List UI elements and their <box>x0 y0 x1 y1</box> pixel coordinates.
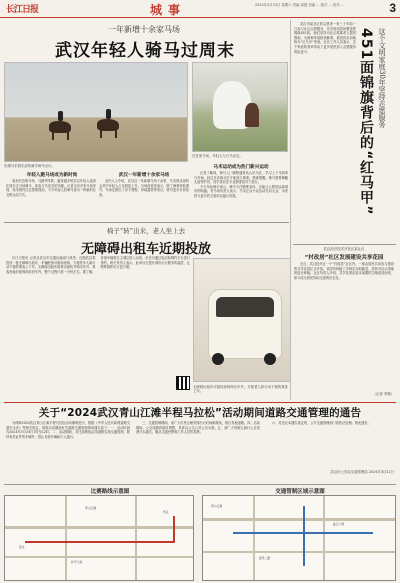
story1-column <box>6 179 96 225</box>
divider <box>4 484 396 485</box>
story1-headline[interactable]: 武汉年轻人骑马过周末 <box>55 41 235 61</box>
map-label: 临江大道 <box>333 522 345 526</box>
sidebar-vertical-headline[interactable]: 451面锦旗背后的“红马甲” <box>358 28 374 216</box>
road <box>5 556 194 558</box>
photo-right-caption: 在近郊马场，年轻人与白马亲近。 <box>192 154 243 158</box>
car-window-shape <box>216 297 274 317</box>
wheel-shape <box>264 353 276 365</box>
author: （记者 李娜） <box>372 392 394 396</box>
road <box>135 496 137 581</box>
paragraph: 为保障2024武汉青山江滩半程马拉松活动顺利进行，根据《中华人民共和国道路交通安全法》等相关规定，现将活动期间有关道路交通管理事项通告如下：一、活动时间为2024年3月24日7时至12时。二、活动期间，对比赛路线沿线道路实施交通管制，除持有效证件的车辆外，禁止其他车辆和行人通行。 <box>6 421 130 439</box>
horse-leg <box>67 131 69 140</box>
qr-code-icon[interactable] <box>176 376 190 390</box>
road <box>5 526 194 529</box>
road <box>323 496 325 581</box>
story1-kicker: 一年新增十余家马场 <box>108 25 180 34</box>
map-label: 青山江滩 <box>211 504 223 508</box>
page-number: 3 <box>389 1 396 15</box>
horse-leg <box>52 131 54 140</box>
red-rule <box>4 402 396 403</box>
notice-title[interactable]: 关于“2024武汉青山江滩半程马拉松”活动期间道路交通管理的通告 <box>38 407 362 419</box>
divider <box>4 222 289 223</box>
masthead <box>0 0 400 18</box>
story2-column <box>6 256 190 392</box>
paragraph: 六、对违反本通告规定的，公安交通管理部门将依法处理。特此通告。 <box>272 421 371 425</box>
paragraph: 武汉市某社区的志愿者一家三十年如一日参与社区志愿服务，先后收到居民赠送的锦旗451面。他们坚持为社区孤寡老人提供帮助，为困难家庭排忧解难，被居民亲切地称为“红马甲”家庭。社区工作人员表示，这个家庭的善举带动了更多居民加入志愿服务的队伍中。 <box>294 22 356 54</box>
white-horse-photo[interactable] <box>192 62 288 152</box>
subhead: 武汉一年新增十余家马场 <box>118 173 170 178</box>
divider <box>293 244 396 245</box>
dateline: 2024年3月23日 星期六 责编 周强 美编 … 版式 … 校对 … <box>255 3 345 7</box>
rider-shape <box>106 109 111 119</box>
road <box>203 551 396 553</box>
notice-column <box>6 421 130 479</box>
control-route <box>303 506 305 566</box>
horse-leg <box>100 129 102 138</box>
paragraph: 周末的近郊马场，马蹄声阵阵。越来越多的武汉年轻人选择在周末去马场骑马，体验与马亲近的乐趣。记者走访多家马场发现，周末预约往往需要提前，不少年轻人将骑马视为一种新的社交和运动方式。 <box>6 179 96 197</box>
story1-column <box>99 179 189 225</box>
race-route <box>173 516 175 543</box>
taxi-photo[interactable] <box>193 258 291 382</box>
horse-leg <box>115 129 117 138</box>
sidebar-sub-column <box>294 262 394 390</box>
paragraph: 记者了解到，骑马入门课程通常从认识马匹、学习上下马和牵马开始，经过多次练习后才能独立骑乘。教练提醒，骑马需要佩戴头盔等护具，初学者应在专业教练指导下进行。 <box>194 171 288 185</box>
sidebar-sub-kicker: 武汉经济技术开发区某社区 <box>323 247 365 251</box>
horse-riding-photo[interactable] <box>4 62 188 162</box>
paragraph: 长江日报讯 记者从武汉市交通运输部门获悉，近期武汉将投放一批无障碍出租车，车辆配备可旋转座椅，方便老年人和行动不便的乘客上下车。无障碍出租车座椅可旋转并伸出车外，乘客坐稳后座椅再收回车内，整个过程只需一分钟左右。据了解，首批车辆将在主城区投入运营，市民可通过电话和网约平台进行预约。相关负责人表示，此举旨在提升城市出行服务的温度，让特殊群体出行更方便。 <box>6 256 190 274</box>
road <box>65 496 67 581</box>
map-label: 青山江滩 <box>85 506 97 510</box>
story2-headline[interactable]: 无障碍出租车近期投放 <box>80 242 211 257</box>
road <box>203 518 396 521</box>
paragraph: 近日，武汉经开区一个“村改居”社区内，一座由居民共同参与建设的共享花园正式开放。花园内种植了多种花卉和蔬菜，居民可以认领地块进行种植。社区负责人介绍，共享花园由原本闲置的空地改造而来，如今成为居民休闲交流的好去处。 <box>294 262 394 280</box>
map-label: 建设二路 <box>259 556 271 560</box>
subhead: 马术运动成为热门新兴运动 <box>213 165 269 170</box>
map-label: 起点 <box>19 545 25 549</box>
notice-column <box>266 421 394 467</box>
sidebar-column <box>294 22 356 232</box>
section-title: 城事 <box>150 3 187 17</box>
race-route <box>25 541 175 543</box>
paragraph: 业内人士介绍，武汉近一年新增马场十余家，马术俱乐部的会员中年轻人占比明显上升。马场经营者表示，除了骑乘体验课外，马场还推出了亲子课程、草地露营等项目，吸引更多市民前来。 <box>99 179 189 197</box>
sidebar-sub-title[interactable]: “村改居”社区发展建设共享花园 <box>304 255 384 261</box>
map1-title: 比赛路线示意图 <box>90 489 130 495</box>
notice-column <box>136 421 260 479</box>
map-label: 终点 <box>163 510 169 514</box>
paragraph: 不少年轻骑手表示，骑马不仅锻炼身体，还能让人暂时远离城市的喧嚣。有马场负责人表示，马术正从小众运动走向大众，未来将与更多的文旅项目融合发展。 <box>194 184 288 198</box>
route-map[interactable] <box>4 495 194 581</box>
car-caption: 无障碍出租车可旋转座椅伸出车外，方便老人和行动不便的乘客上车。 <box>193 385 288 394</box>
photo-caption: 东湖马术俱乐部的骑手骑马出行。 <box>4 164 55 168</box>
newspaper-logo: 长江日报 <box>6 5 39 15</box>
sidebar-vertical-subhead: 这个文明家庭30年坚持志愿服务 <box>378 28 386 128</box>
map2-title: 交通管制区域示意图 <box>275 489 325 495</box>
wheel-shape <box>212 353 224 365</box>
story2-kicker: 椅子“转”出来，老人坐上去 <box>106 227 186 235</box>
person-shape <box>245 103 259 127</box>
notice-signature: 武汉市公安局交通管理局 2024年3月22日 <box>330 470 394 474</box>
control-area-map[interactable] <box>202 495 396 581</box>
map-label: 和平大道 <box>71 560 83 564</box>
paragraph: 三、交通管制期间，请广大市民合理安排出行时间和路线，绕行其他道路。四、活动期间，公交线路将临时调整，具体以公交公司公告为准。五、请广大驾驶人和行人自觉遵守本通告，服从交通民警和工作人员的指挥。 <box>136 421 260 435</box>
rider-shape <box>58 111 63 121</box>
road <box>253 496 255 581</box>
subhead: 年轻人跑马场成为新时尚 <box>26 173 78 178</box>
